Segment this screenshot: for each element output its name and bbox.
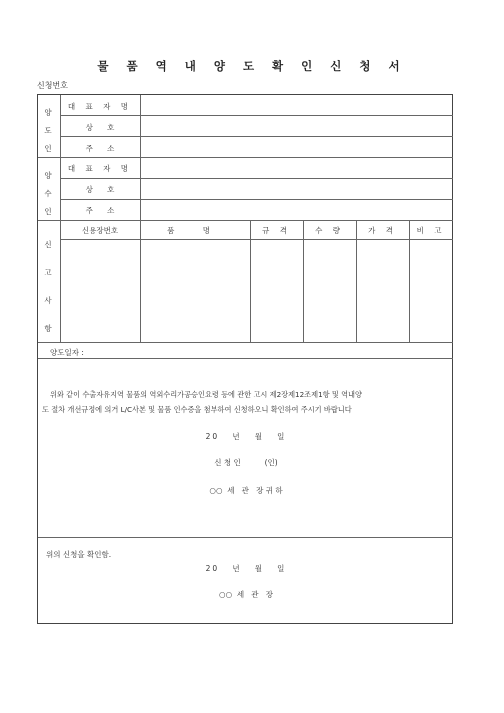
declaration-label — [38, 239, 58, 334]
column-header-quantity: 수 량 — [315, 226, 344, 235]
column-header-remarks: 비 고 — [416, 226, 446, 235]
transferee-representative-label: 대 표 자 명 — [67, 164, 133, 173]
rule — [38, 342, 453, 343]
rule — [140, 95, 141, 342]
transfer-date-label: 양도일자 : — [50, 348, 84, 357]
rule — [60, 178, 453, 179]
transferor-label — [38, 107, 58, 154]
confirmation-text: 위의 신청을 확인함. — [46, 550, 112, 559]
confirmation-office-line: ○○ 세 관 장 — [219, 590, 273, 599]
rule — [303, 220, 304, 342]
transferor-label-char: 도 — [44, 126, 52, 135]
transferee-label-char: 양 — [44, 171, 52, 180]
transferee-label — [38, 170, 58, 217]
transferor-address-label: 주 소 — [85, 144, 115, 153]
declaration-label-char: 고 — [44, 268, 52, 277]
rule — [60, 115, 453, 116]
application-body-line-1: 위와 같이 수출자유지역 물품의 역외수리가공승인요령 등에 관한 고시 제2장제12조제1항 및 역내양 — [50, 390, 362, 399]
rule — [250, 220, 251, 342]
declaration-label-char: 사 — [44, 296, 52, 305]
transferor-representative-label: 대 표 자 명 — [67, 102, 133, 111]
rule — [38, 358, 453, 359]
transferee-label-char: 인 — [44, 207, 52, 216]
transferee-company-label: 상 호 — [85, 185, 115, 194]
confirmation-date-line: 20 년 월 일 — [205, 564, 287, 573]
applicant-signature-line: 신 청 인 (인) — [214, 458, 278, 467]
rule — [60, 239, 453, 240]
rule — [38, 537, 453, 538]
rule — [60, 136, 453, 137]
column-header-spec: 규 격 — [262, 226, 291, 235]
column-header-price: 가 격 — [368, 226, 397, 235]
rule — [60, 199, 453, 200]
rule — [409, 220, 410, 342]
transferee-label-char: 수 — [44, 189, 52, 198]
rule — [38, 157, 453, 158]
transferee-address-label: 주 소 — [85, 206, 115, 215]
application-date-line: 20 년 월 일 — [205, 432, 287, 441]
declaration-label-char: 항 — [44, 324, 52, 333]
addressee-line: ○○ 세 관 장 귀 하 — [209, 486, 283, 495]
rule — [60, 95, 61, 342]
declaration-label-char: 신 — [44, 240, 52, 249]
application-body-line-2: 도 절차 개선규정에 의거 L/C사본 및 물품 인수증을 첨부하여 신청하오니 확인하여 주시기 바랍니다 — [42, 405, 352, 414]
application-number-label: 신청번호 — [37, 81, 68, 90]
column-header-lc-number: 신용장번호 — [81, 226, 119, 235]
application-form — [37, 94, 453, 624]
rule — [38, 220, 453, 221]
transferor-label-char: 양 — [44, 108, 52, 117]
column-header-item-name: 품 명 — [167, 226, 223, 235]
transferor-label-char: 인 — [44, 144, 52, 153]
transferor-company-label: 상 호 — [85, 123, 115, 132]
rule — [356, 220, 357, 342]
form-title: 물 품 역 내 양 도 확 인 신 청 서 — [97, 59, 407, 73]
